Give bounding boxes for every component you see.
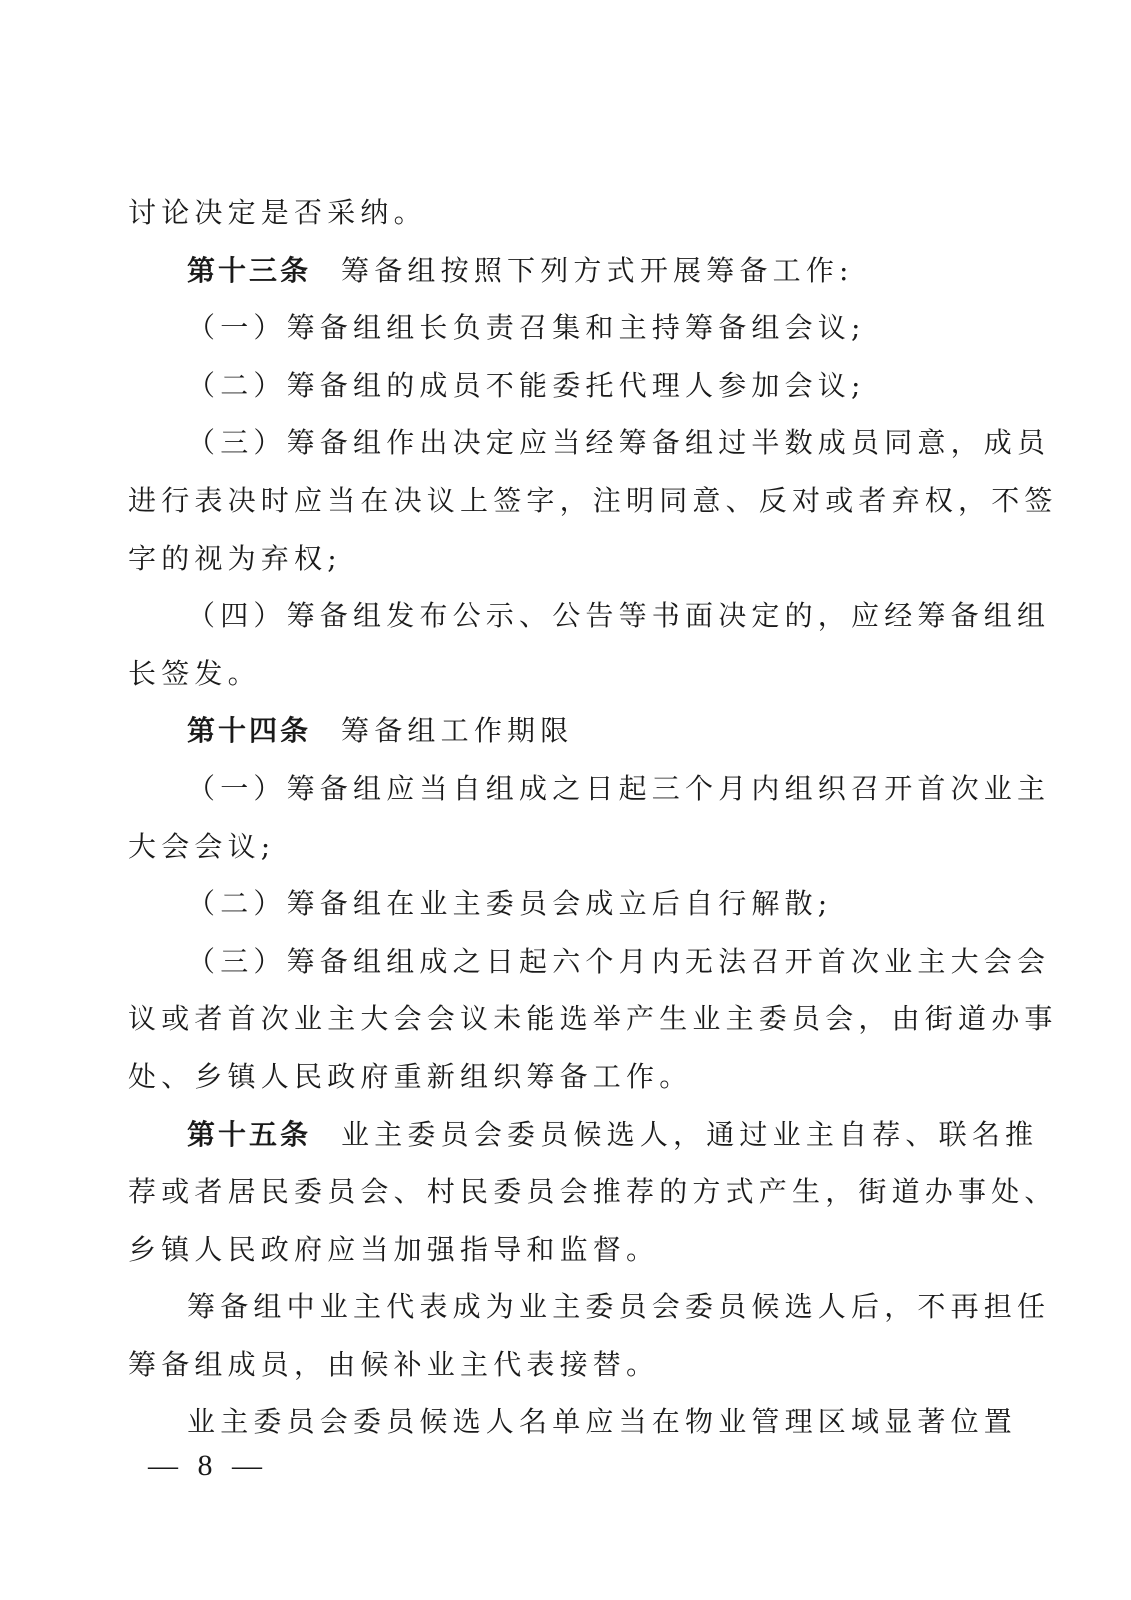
text-line: 乡镇人民政府应当加强指导和监督。 xyxy=(128,1232,660,1266)
article-number: 第十三条 xyxy=(187,253,312,287)
text-line: （一）筹备组应当自组成之日起三个月内组织召开首次业主 xyxy=(187,771,1051,805)
text-line: （二）筹备组的成员不能委托代理人参加会议; xyxy=(187,368,866,402)
text-line: 长签发。 xyxy=(128,656,261,690)
article-number: 第十四条 xyxy=(187,714,312,748)
text-line: （二）筹备组在业主委员会成立后自行解散; xyxy=(187,887,833,921)
text-line: 大会会议; xyxy=(128,829,276,863)
text-line: （三）筹备组作出决定应当经筹备组过半数成员同意，成员 xyxy=(187,426,1051,460)
document-body xyxy=(128,184,1058,1451)
text-line: 处、乡镇人民政府重新组织筹备工作。 xyxy=(128,1059,693,1093)
text-line: （一）筹备组组长负责召集和主持筹备组会议; xyxy=(187,311,866,345)
page-number: — 8 — xyxy=(148,1449,268,1482)
text-line: 荐或者居民委员会、村民委员会推荐的方式产生，街道办事处、 xyxy=(128,1175,1058,1209)
text-line: 筹备组中业主代表成为业主委员会委员候选人后，不再担任 xyxy=(187,1290,1051,1324)
text-line: 筹备组成员，由候补业主代表接替。 xyxy=(128,1347,660,1381)
text-line: 讨论决定是否采纳。 xyxy=(128,196,427,229)
text-line: （四）筹备组发布公示、公告等书面决定的，应经筹备组组 xyxy=(187,599,1051,633)
article-heading-14: 第十四条 筹备组工作期限 xyxy=(187,714,574,748)
text-line: 议或者首次业主大会会议未能选举产生业主委员会，由街道办事 xyxy=(128,1002,1058,1036)
text-line: （三）筹备组组成之日起六个月内无法召开首次业主大会会 xyxy=(187,944,1051,978)
text-line: 进行表决时应当在决议上签字，注明同意、反对或者弃权，不签 xyxy=(128,483,1058,517)
article-number: 第十五条 xyxy=(187,1117,312,1151)
text-line: 字的视为弃权; xyxy=(128,541,342,575)
article-heading-13: 第十三条 筹备组按照下列方式开展筹备工作: xyxy=(187,253,854,287)
article-heading-15: 第十五条 业主委员会委员候选人，通过业主自荐、联名推 xyxy=(187,1117,1039,1151)
text-line: 业主委员会委员候选人名单应当在物业管理区域显著位置 xyxy=(187,1405,1018,1439)
